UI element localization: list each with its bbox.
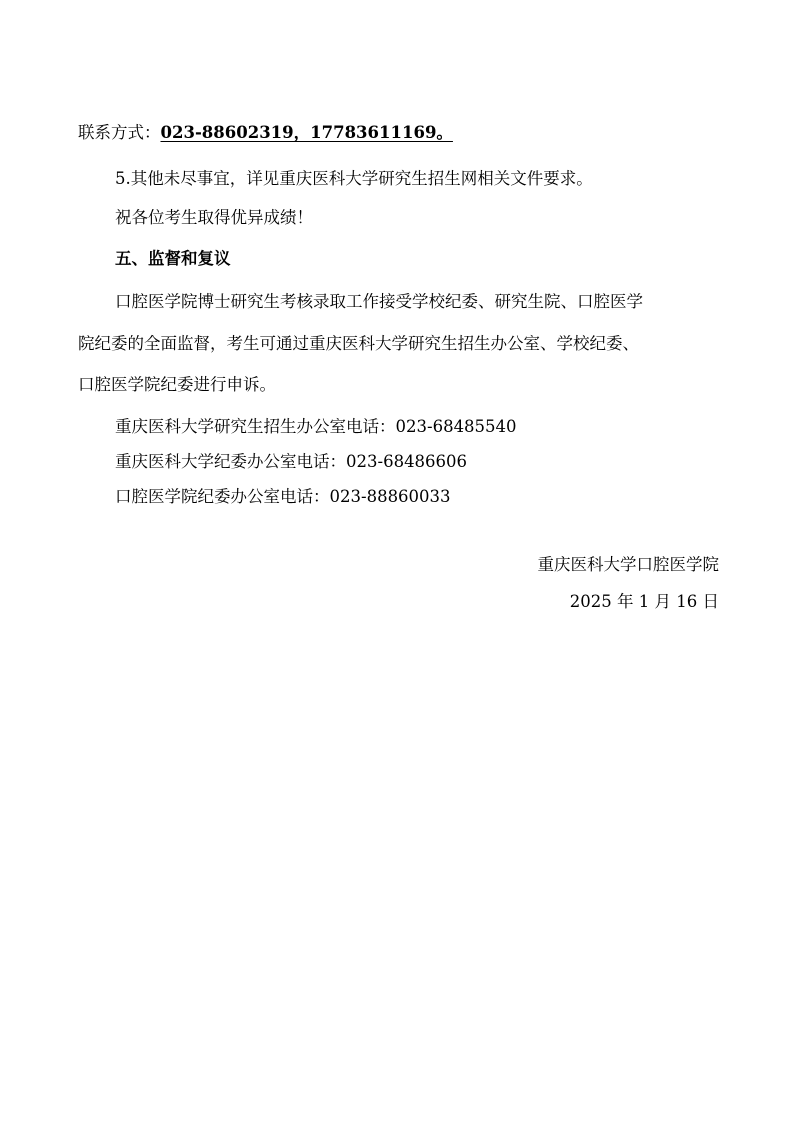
wish-line: 祝各位考生取得优异成绩！ xyxy=(115,208,313,227)
phone-line-discipline: 重庆医科大学纪委办公室电话：023-68486606 xyxy=(115,452,468,471)
item-5: 5.其他未尽事宜，详见重庆医科大学研究生招生网相关文件要求。 xyxy=(115,169,593,188)
section-heading: 五、监督和复议 xyxy=(115,249,231,268)
phone-line-admissions: 重庆医科大学研究生招生办公室电话：023-68485540 xyxy=(115,417,517,436)
section-paragraph-line-3: 口腔医学院纪委进行申诉。 xyxy=(78,375,276,394)
contact-line xyxy=(78,122,453,144)
section-paragraph-line-1: 口腔医学院博士研究生考核录取工作接受学校纪委、研究生院、口腔医学 xyxy=(115,292,643,311)
signature-date: 2025 年 1 月 16 日 xyxy=(569,592,719,611)
signature-org: 重庆医科大学口腔医学院 xyxy=(537,555,719,574)
phone-line-school-discipline: 口腔医学院纪委办公室电话：023-88860033 xyxy=(115,487,451,506)
contact-label: 联系方式： xyxy=(78,123,161,142)
contact-phones: 023-88602319，17783611169。 xyxy=(160,123,453,142)
section-paragraph-line-2: 院纪委的全面监督，考生可通过重庆医科大学研究生招生办公室、学校纪委、 xyxy=(78,334,639,353)
